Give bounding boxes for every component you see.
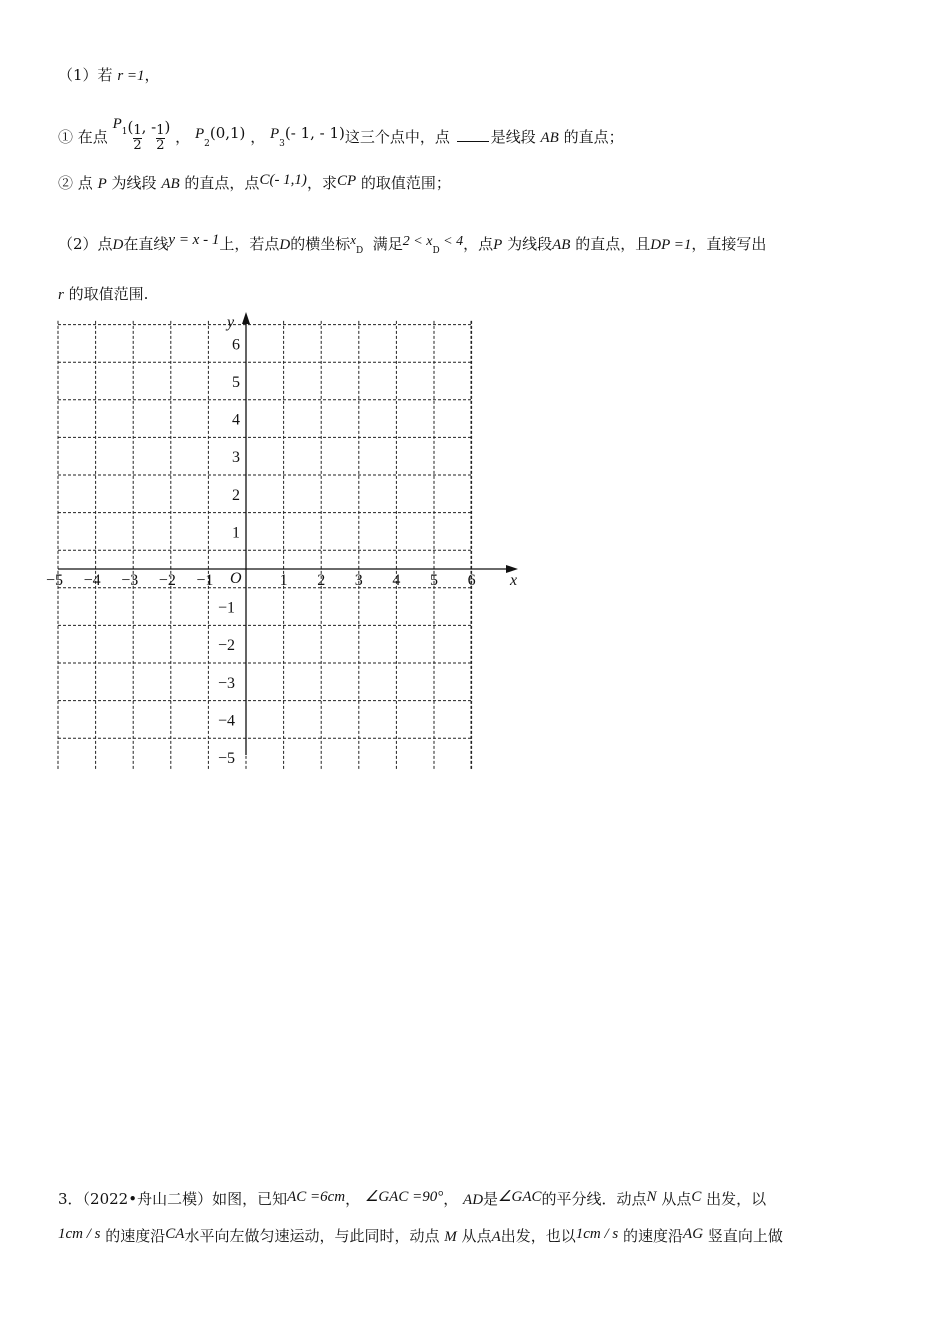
p1-open: ( bbox=[127, 118, 134, 136]
part1-heading: （1）若 bbox=[58, 66, 113, 84]
y-tick-label: 3 bbox=[232, 449, 240, 467]
part2-text-2: 上，若点 bbox=[219, 235, 280, 253]
part2-text-6: 为线段 bbox=[507, 235, 553, 253]
q1-mid: 这三个点中，点 bbox=[344, 128, 450, 146]
q3-text-2: 的平分线．动点 bbox=[541, 1190, 647, 1208]
x-tick-label: 3 bbox=[354, 572, 363, 589]
p1-y-fraction bbox=[156, 124, 164, 153]
q2-marker: ② 点 bbox=[58, 174, 93, 192]
x-tick-label: −5 bbox=[46, 572, 64, 589]
y-tick-label: −1 bbox=[218, 599, 236, 617]
x-tick-label: −4 bbox=[83, 572, 101, 589]
speed-1: 1cm / s bbox=[58, 1226, 101, 1242]
y-tick-label: −5 bbox=[218, 750, 236, 767]
q1-end-b: 的直点； bbox=[563, 128, 624, 146]
segment-ab: AB bbox=[540, 130, 559, 146]
p1-comma: , - bbox=[141, 118, 157, 136]
p3-label: P bbox=[269, 126, 280, 142]
origin-label: O bbox=[230, 570, 242, 587]
part2-text-1: 在直线 bbox=[123, 235, 169, 253]
point-d: D bbox=[112, 237, 124, 253]
angle-gac: ∠GAC bbox=[498, 1189, 542, 1205]
q3-text-9: 的速度沿 bbox=[623, 1227, 684, 1245]
y-tick-label: 4 bbox=[232, 411, 240, 429]
grid-lines bbox=[58, 321, 472, 770]
q2-text-2: 的直点，点 bbox=[184, 174, 260, 192]
q1-sep1: ， bbox=[175, 128, 191, 146]
y-tick-label: −4 bbox=[218, 712, 236, 730]
r-equation: r =1 bbox=[117, 68, 145, 84]
point-n: N bbox=[646, 1189, 657, 1205]
q2-text-1: 为线段 bbox=[111, 174, 157, 192]
y-tick-label: 2 bbox=[232, 486, 240, 504]
question-1-line bbox=[58, 104, 624, 164]
segment-ag: AG bbox=[683, 1226, 704, 1242]
speed-2: 1cm / s bbox=[575, 1226, 619, 1242]
p2-coord: (0,1) bbox=[209, 124, 246, 142]
part2-line-1 bbox=[58, 232, 766, 256]
part2-line2-text: 的取值范围. bbox=[68, 285, 149, 303]
y-axis-arrow bbox=[242, 312, 250, 324]
x-tick-label: 5 bbox=[430, 572, 438, 589]
variable-r: r bbox=[58, 287, 64, 303]
inequality: 2 < x bbox=[402, 234, 433, 249]
q3-sep-1: ， bbox=[345, 1190, 361, 1208]
q3-text-10: 竖直向上做 bbox=[707, 1227, 783, 1245]
q3-sep-2: ， bbox=[443, 1190, 459, 1208]
q3-text-4: 出发，以 bbox=[706, 1190, 767, 1208]
axes bbox=[58, 312, 518, 755]
ac-length: AC =6cm bbox=[287, 1189, 346, 1205]
p2-label: P bbox=[194, 126, 205, 142]
p1-x-num: 1 bbox=[133, 122, 142, 138]
p3-coord: (- 1, - 1) bbox=[284, 124, 345, 142]
point-p: P bbox=[493, 237, 503, 253]
x-axis-label: x bbox=[510, 572, 518, 589]
segment-ab: AB bbox=[552, 237, 571, 253]
x-tick-label: −3 bbox=[121, 572, 139, 589]
p1-x-fraction bbox=[133, 124, 141, 153]
x-tick-label: 4 bbox=[392, 572, 401, 589]
p1-close: ) bbox=[164, 118, 171, 136]
x-tick-label: 1 bbox=[279, 572, 288, 589]
y-axis-label: y bbox=[227, 314, 235, 331]
x-tick-labels bbox=[46, 572, 476, 589]
p1-y-num: 1 bbox=[156, 122, 165, 138]
x-tick-label: 6 bbox=[467, 572, 476, 589]
question-2-line bbox=[58, 172, 451, 193]
dp-equation: DP =1 bbox=[650, 237, 692, 253]
p1-y-den: 2 bbox=[156, 137, 165, 153]
answer-blank[interactable] bbox=[457, 129, 489, 142]
segment-ab: AB bbox=[161, 176, 180, 192]
y-tick-label: 5 bbox=[232, 374, 240, 391]
q2-text-4: 的取值范围； bbox=[360, 174, 451, 192]
part1-line bbox=[58, 64, 160, 85]
part2-heading: （2）点 bbox=[58, 235, 113, 253]
x-tick-label: −2 bbox=[158, 572, 176, 589]
q1-sep2: ， bbox=[250, 128, 266, 146]
q3-line-2 bbox=[58, 1225, 783, 1246]
segment-ca: CA bbox=[165, 1226, 185, 1242]
p1-x-den: 2 bbox=[133, 137, 142, 153]
y-tick-labels bbox=[218, 336, 240, 767]
part2-text-4: 满足 bbox=[372, 235, 403, 253]
point-d-2: D bbox=[279, 237, 291, 253]
q2-text-3: ，求 bbox=[306, 174, 337, 192]
y-tick-label: −3 bbox=[218, 674, 236, 692]
part1-tail: ， bbox=[144, 66, 160, 84]
segment-ad: AD bbox=[463, 1192, 484, 1208]
x-d-sub: D bbox=[356, 246, 364, 256]
q3-text-6: 水平向左做匀速运动，与此同时，动点 bbox=[184, 1227, 440, 1245]
line-equation: y = x - 1 bbox=[168, 232, 220, 248]
coordinate-grid bbox=[0, 300, 540, 770]
inequality-sub: D bbox=[432, 246, 440, 256]
y-tick-label: −2 bbox=[218, 637, 236, 655]
x-tick-label: −1 bbox=[196, 572, 214, 589]
point-a: A bbox=[491, 1229, 501, 1245]
point-c: C bbox=[691, 1189, 702, 1205]
point-m: M bbox=[444, 1229, 457, 1245]
part2-text-8: ，直接写出 bbox=[691, 235, 767, 253]
p1-label: P bbox=[112, 116, 122, 132]
point-c: C(- 1,1) bbox=[259, 172, 307, 188]
angle-gac-value: ∠GAC =90° bbox=[364, 1189, 444, 1205]
q1-marker: ① 在点 bbox=[58, 128, 108, 146]
part2-text-7: 的直点，且 bbox=[575, 235, 651, 253]
x-d: x bbox=[350, 232, 356, 247]
y-tick-label: 6 bbox=[232, 336, 240, 354]
x-tick-label: 2 bbox=[317, 572, 326, 589]
q3-text-1: 是 bbox=[483, 1190, 499, 1208]
p1-sub: 1 bbox=[121, 127, 128, 137]
q3-text-5: 的速度沿 bbox=[105, 1227, 166, 1245]
y-tick-label: 1 bbox=[232, 524, 240, 542]
q1-end-a: 是线段 bbox=[490, 128, 536, 146]
p3-sub: 3 bbox=[279, 139, 285, 149]
q3-text-8: 出发，也以 bbox=[500, 1227, 576, 1245]
point-p: P bbox=[97, 176, 107, 192]
q3-intro: 3．（2022•舟山二模）如图，已知 bbox=[58, 1190, 288, 1208]
part2-text-3: 的横坐标 bbox=[290, 235, 351, 253]
p2-sub: 2 bbox=[204, 139, 210, 149]
q3-line-1 bbox=[58, 1187, 766, 1209]
q3-text-3: 从点 bbox=[661, 1190, 692, 1208]
inequality-end: < 4 bbox=[439, 234, 464, 249]
q3-text-7: 从点 bbox=[461, 1227, 492, 1245]
part2-text-5: ，点 bbox=[463, 235, 494, 253]
segment-cp: CP bbox=[336, 173, 357, 189]
